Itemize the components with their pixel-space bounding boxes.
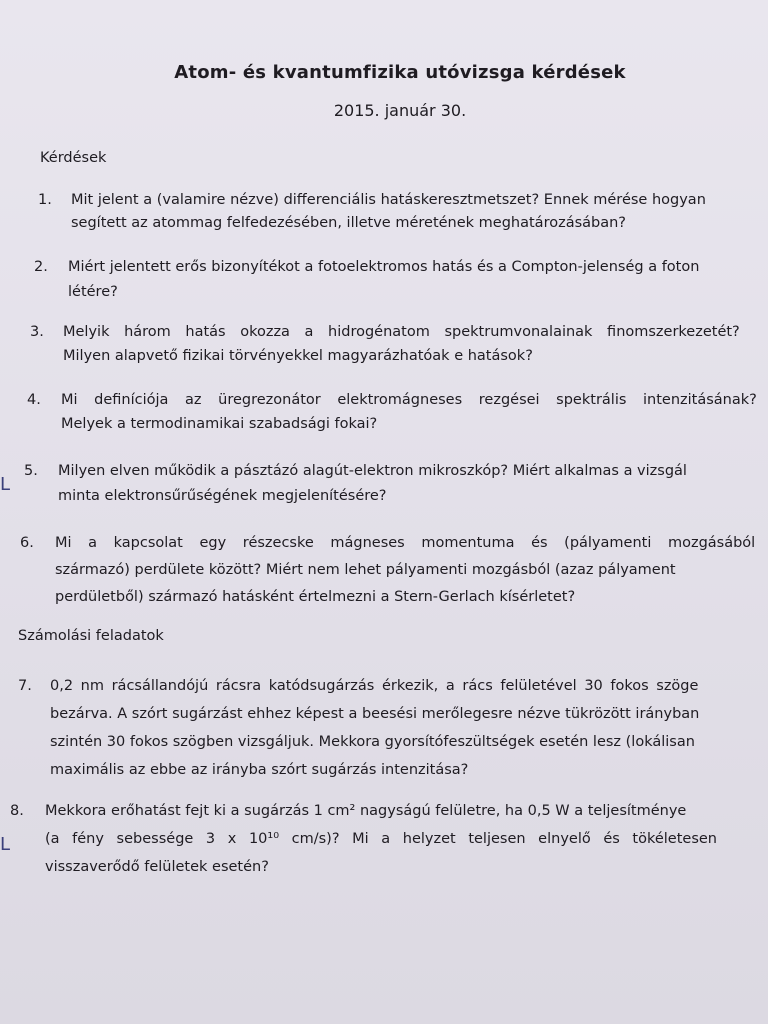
problem-number: 7. <box>18 678 32 694</box>
document-date: 2015. január 30. <box>333 101 467 120</box>
section-heading-questions: Kérdések <box>40 150 107 166</box>
question-text-line: származó) perdülete között? Miért nem lehet pályamenti mozgásból (azaz pályament <box>55 562 676 578</box>
question-number: 6. <box>20 535 34 551</box>
problem-text-line: 0,2 nm rácsállandójú rácsra katódsugárzás érkezik, a rács felületével 30 fokos szöge <box>50 678 699 694</box>
question-text-line: Mit jelent a (valamire nézve) differenciális hatáskeresztmetszet? Ennek mérése hogyan <box>71 192 706 208</box>
question-number: 4. <box>27 392 41 408</box>
problem-text-line: szintén 30 fokos szögben vizsgáljuk. Mekkora gyorsítófeszültségek esetén lesz (lokálisan <box>50 734 695 750</box>
section-heading-problems: Számolási feladatok <box>18 628 164 644</box>
question-text-line: Melyek a termodinamikai szabadsági fokai? <box>61 416 378 432</box>
question-text-line: minta elektronsűrűségének megjelenítésére? <box>58 488 387 504</box>
question-text-line: Milyen alapvető fizikai törvényekkel magyarázhatóak e hatások? <box>63 348 533 364</box>
question-number: 2. <box>34 259 48 275</box>
problem-text-line: Mekkora erőhatást fejt ki a sugárzás 1 cm² nagyságú felületre, ha 0,5 W a teljesítménye <box>45 803 687 819</box>
problem-text-line: visszaverődő felületek esetén? <box>45 859 269 875</box>
question-text-line: létére? <box>68 284 118 300</box>
problem-number: 8. <box>10 803 24 819</box>
question-number: 3. <box>30 324 44 340</box>
pen-mark-icon: L <box>0 474 11 495</box>
document-title: Atom- és kvantumfizika utóvizsga kérdések <box>174 62 626 83</box>
problem-text-line: maximális az ebbe az irányba szórt sugárzás intenzitása? <box>50 762 469 778</box>
question-text-line: segített az atommag felfedezésében, illetve méretének meghatározásában? <box>71 215 626 231</box>
question-text-line: Mi definíciója az üregrezonátor elektromágneses rezgései spektrális intenzitásának? <box>61 392 757 408</box>
question-number: 1. <box>38 192 52 208</box>
problem-text-line: (a fény sebessége 3 x 10¹⁰ cm/s)? Mi a helyzet teljesen elnyelő és tökéletesen <box>45 831 717 847</box>
question-text-line: Miért jelentett erős bizonyítékot a fotoelektromos hatás és a Compton-jelenség a foton <box>68 259 700 275</box>
question-text-line: Mi a kapcsolat egy részecske mágneses momentuma és (pályamenti mozgásából <box>55 535 756 551</box>
problem-text-line: bezárva. A szórt sugárzást ehhez képest a beesési merőlegesre nézve tükrözött irányban <box>50 706 700 722</box>
question-text-line: perdületből) származó hatásként értelmezni a Stern-Gerlach kísérletet? <box>55 589 576 605</box>
question-text-line: Milyen elven működik a pásztázó alagút-elektron mikroszkóp? Miért alkalmas a vizsgál <box>58 463 687 479</box>
question-text-line: Melyik három hatás okozza a hidrogénatom spektrumvonalainak finomszerkezetét? <box>63 324 740 340</box>
question-number: 5. <box>24 463 38 479</box>
pen-mark-icon: L <box>0 834 11 855</box>
